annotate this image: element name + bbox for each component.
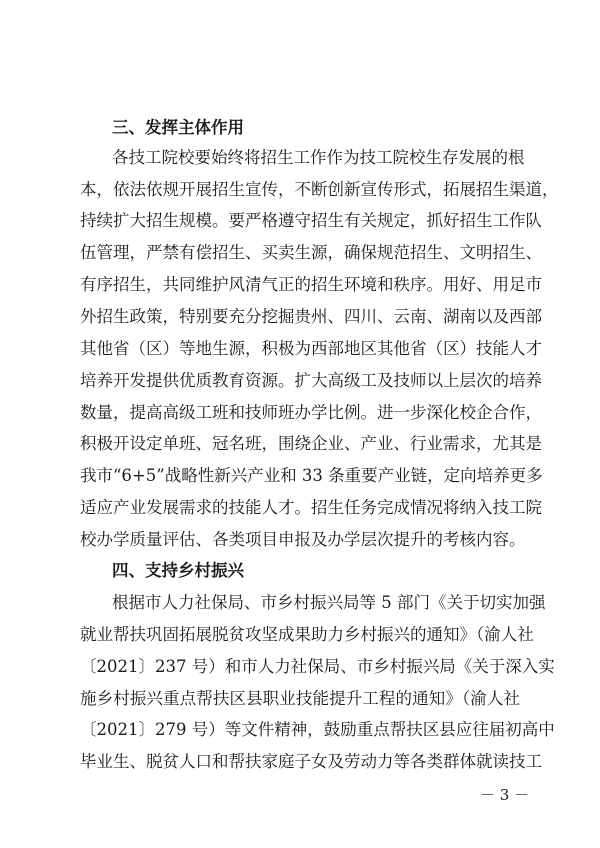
section-4-line: 〔2021〕279 号）等文件精神，鼓励重点帮扶区县应往届初高中 [80, 720, 555, 739]
section-3-line: 积极开设定单班、冠名班，围绕企业、产业、行业需求，尤其是 [80, 434, 542, 453]
section-3-line: 其他省（区）等地生源，积极为西部地区其他省（区）技能人才 [80, 339, 542, 358]
section-3-line: 适应产业发展需求的技能人才。招生任务完成情况将纳入技工院 [80, 498, 542, 517]
section-4-heading: 四、支持乡村振兴 [112, 561, 244, 580]
section-3-line: 培养开发提供优质教育资源。扩大高级工及技师以上层次的培养 [80, 371, 542, 390]
section-4-line: 根据市人力社保局、市乡村振兴局等 5 部门《关于切实加强 [112, 593, 546, 612]
section-3-line: 校办学质量评估、各类项目申报及办学层次提升的考核内容。 [80, 530, 526, 549]
section-3-line: 各技工院校要始终将招生工作作为技工院校生存发展的根 [112, 148, 525, 167]
section-3-line: 伍管理，严禁有偿招生、买卖生源，确保规范招生、文明招生、 [80, 243, 542, 262]
section-3-line: 本，依法依规开展招生宣传，不断创新宣传形式，拓展招生渠道， [80, 180, 559, 199]
section-3-line: 我市“6+5”战略性新兴产业和 33 条重要产业链，定向培养更多 [80, 466, 543, 485]
section-4-line: 就业帮扶巩固拓展脱贫攻坚成果助力乡村振兴的通知》（渝人社 [80, 625, 534, 644]
section-3-line: 有序招生，共同维护风清气正的招生环境和秩序。用好、用足市 [80, 275, 542, 294]
section-4-line: 毕业生、脱贫人口和帮扶家庭子女及劳动力等各类群体就读技工 [80, 752, 542, 771]
section-3-line: 数量，提高高级工班和技师班办学比例。进一步深化校企合作， [80, 403, 542, 422]
section-4-line: 〔2021〕237 号）和市人力社保局、市乡村振兴局《关于深入实 [80, 657, 555, 676]
page-number: － 3 － [480, 786, 530, 804]
section-3-heading: 三、发挥主体作用 [112, 118, 244, 137]
section-3-line: 外招生政策，特别要充分挖掘贵州、四川、云南、湖南以及西部 [80, 307, 542, 326]
section-4-line: 施乡村振兴重点帮扶区县职业技能提升工程的通知》（渝人社 [80, 689, 520, 708]
section-3-line: 持续扩大招生规模。要严格遵守招生有关规定，抓好招生工作队 [80, 211, 542, 230]
